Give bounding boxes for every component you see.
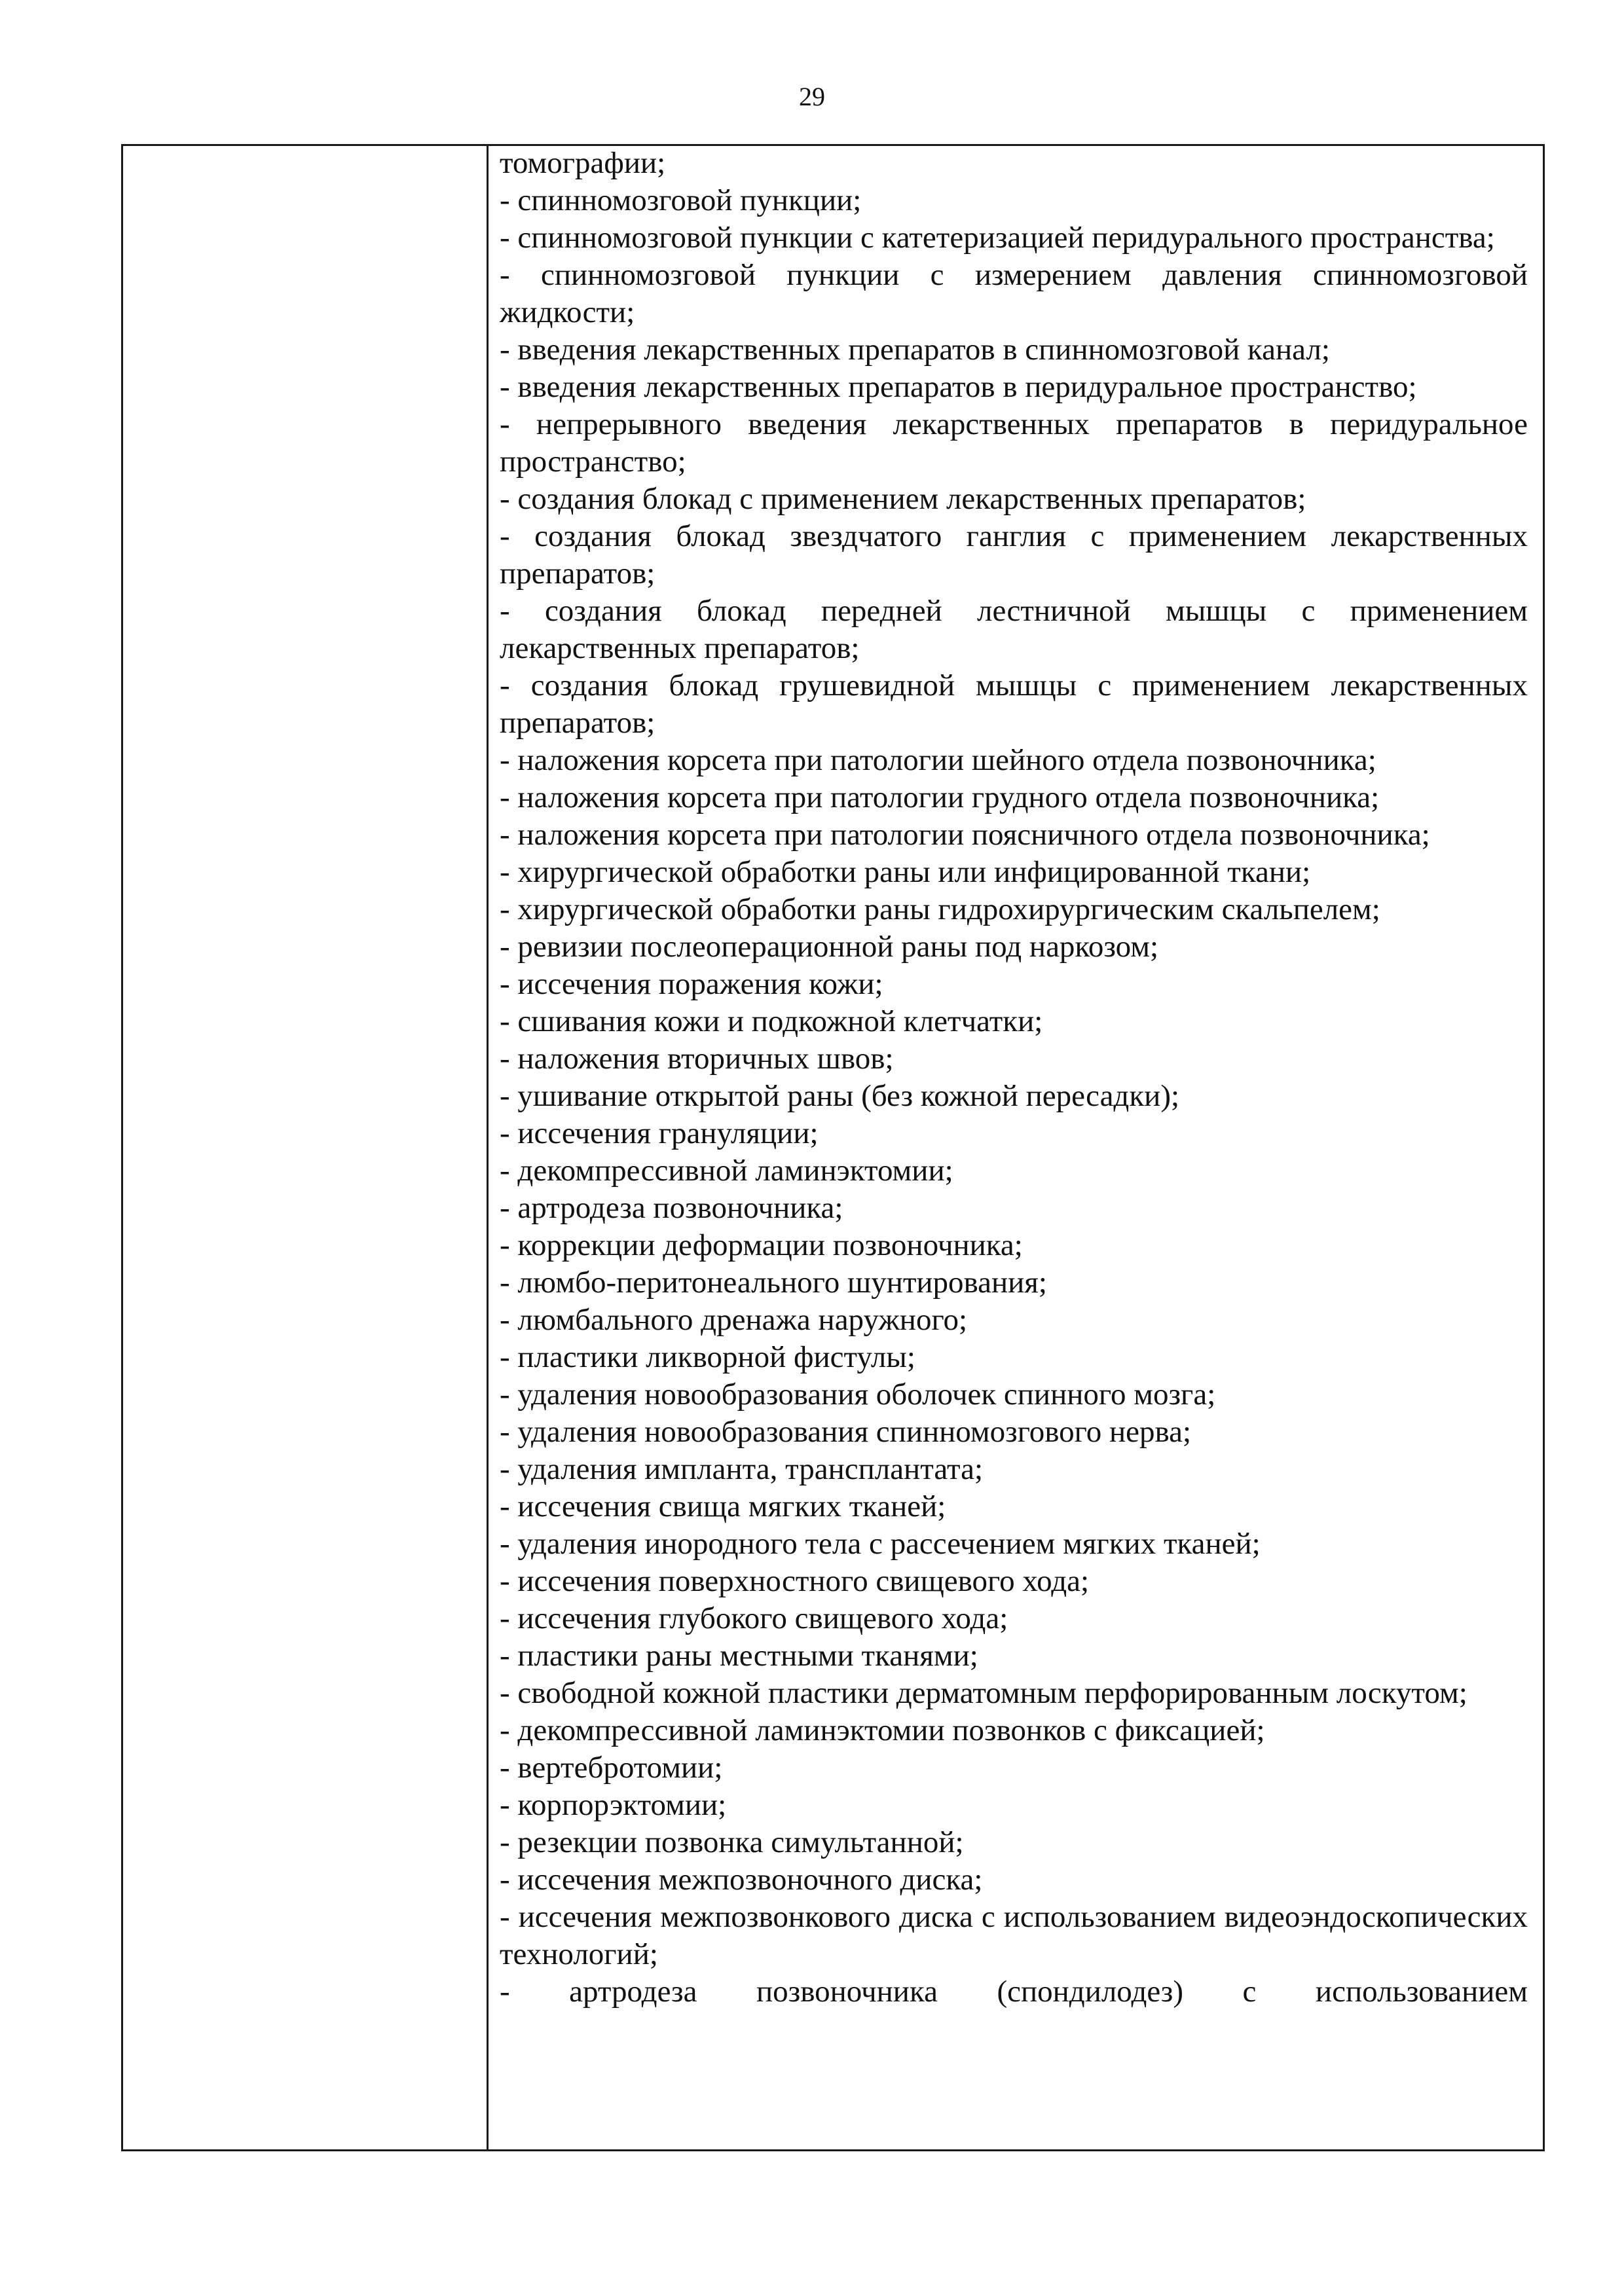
list-item: - иссечения грануляции; xyxy=(500,1116,819,1150)
list-item: - удаления новообразования оболочек спинного мозга; xyxy=(500,1377,1216,1412)
list-item: - резекции позвонка симультанной; xyxy=(500,1825,964,1859)
list-item: - люмбального дренажа наружного; xyxy=(500,1303,968,1337)
table-right-cell xyxy=(489,146,1543,2149)
list-item: томографии; xyxy=(500,146,666,180)
list-item: - ревизии послеоперационной раны под наркозом; xyxy=(500,930,1159,964)
list-item: - наложения корсета при патологии грудного отдела позвоночника; xyxy=(500,780,1380,814)
list-item: - пластики ликворной фистулы; xyxy=(500,1340,915,1374)
list-item: - введения лекарственных препаратов в перидуральное пространство; xyxy=(500,370,1417,404)
procedure-list xyxy=(500,146,1528,2011)
list-item: - спинномозговой пункции; xyxy=(500,183,862,217)
list-item: - коррекции деформации позвоночника; xyxy=(500,1228,1023,1262)
list-item: - артродеза позвоночника; xyxy=(500,1191,843,1225)
list-item: - иссечения межпозвоночного диска; xyxy=(500,1863,983,1897)
list-item: - вертебротомии; xyxy=(500,1751,723,1785)
list-item: - наложения корсета при патологии поясничного отдела позвоночника; xyxy=(500,818,1430,852)
list-item: - иссечения глубокого свищевого хода; xyxy=(500,1601,1008,1635)
list-item: - наложения вторичных швов; xyxy=(500,1042,894,1076)
list-item: - введения лекарственных препаратов в спинномозговой канал; xyxy=(500,333,1330,367)
list-item: - иссечения свища мягких тканей; xyxy=(500,1489,946,1523)
list-item: - декомпрессивной ламинэктомии; xyxy=(500,1154,953,1188)
list-item: - наложения корсета при патологии шейного отдела позвоночника; xyxy=(500,743,1376,777)
list-item: - люмбо-перитонеального шунтирования; xyxy=(500,1266,1047,1300)
list-item: - создания блокад с применением лекарственных препаратов; xyxy=(500,482,1306,516)
list-item: - пластики раны местными тканями; xyxy=(500,1639,978,1673)
list-item: - иссечения поражения кожи; xyxy=(500,967,883,1001)
list-item: - удаления инородного тела с рассечением мягких тканей; xyxy=(500,1527,1261,1561)
list-item: - создания блокад грушевидной мышцы с применением лекарственных препаратов; xyxy=(500,668,1528,740)
list-item: - хирургической обработки раны гидрохирургическим скальпелем; xyxy=(500,892,1380,926)
page-number: 29 xyxy=(799,82,825,111)
list-item: - удаления новообразования спинномозгового нерва; xyxy=(500,1415,1192,1449)
list-item: - создания блокад звездчатого ганглия с применением лекарственных препаратов; xyxy=(500,519,1528,591)
list-item: - ушивание открытой раны (без кожной пересадки); xyxy=(500,1079,1180,1113)
list-item: - свободной кожной пластики дерматомным перфорированным лоскутом; xyxy=(500,1676,1467,1710)
list-item: - спинномозговой пункции с измерением давления спинномозговой жидкости; xyxy=(500,258,1528,329)
list-item: - сшивания кожи и подкожной клетчатки; xyxy=(500,1004,1043,1038)
list-item: - непрерывного введения лекарственных препаратов в перидуральное пространство; xyxy=(500,407,1528,479)
list-item: - иссечения межпозвонкового диска с использованием видеоэндоскопических технологий; xyxy=(500,1900,1528,1971)
list-item: - удаления импланта, трансплантата; xyxy=(500,1452,984,1486)
list-item: - декомпрессивной ламинэктомии позвонков с фиксацией; xyxy=(500,1713,1265,1747)
procedures-table xyxy=(121,144,1545,2151)
list-item: - создания блокад передней лестничной мышцы с применением лекарственных препаратов; xyxy=(500,594,1528,665)
list-item: - спинномозговой пункции с катетеризацией перидурального пространства; xyxy=(500,221,1495,255)
list-item: - артродеза позвоночника (спондилодез) с использованием xyxy=(500,1975,1528,2009)
list-item: - хирургической обработки раны или инфицированной ткани; xyxy=(500,855,1311,889)
table-left-cell xyxy=(123,146,489,2149)
list-item: - иссечения поверхностного свищевого хода; xyxy=(500,1564,1090,1598)
list-item: - корпорэктомии; xyxy=(500,1788,727,1822)
